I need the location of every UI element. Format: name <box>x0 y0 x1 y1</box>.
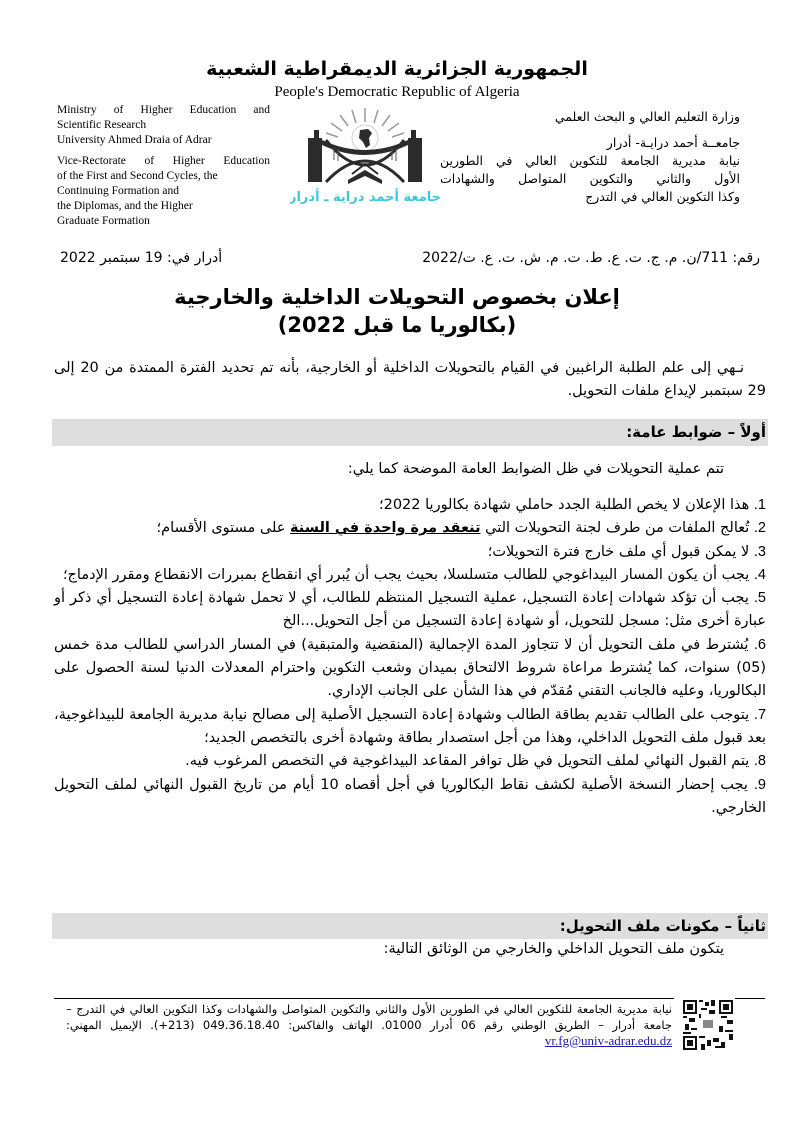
list-item: 3. لا يمكن قبول أي ملف خارج فترة التحويلات؛ <box>487 543 766 560</box>
list-item: 7. يتوجب على الطالب تقديم بطاقة الطالب وشهادة إعادة التسجيل الأصلية إلى مصالح نيابة مديرية الجامعة للبيداغوجية، بعد قبول ملف التحويل الداخلي، وهذا من أجل استصدار بطاقة وشهادة أخرى بالتخصص الجديد؛ <box>54 706 767 746</box>
title-line1: إعلان بخصوص التحويلات الداخلية والخارجية <box>174 285 620 309</box>
list-item: 8. يتم القبول النهائي لملف التحويل في ظل توافر المقاعد البيداغوجية في التخصص المرغوب فيه. <box>185 753 766 770</box>
university-logo <box>290 100 440 210</box>
vice-rectorate-en-line1: Vice-Rectorate of Higher Education <box>57 155 270 167</box>
title-line2: (بكالوريا ما قبل 2022) <box>277 313 517 337</box>
vice-rectorate-en-line2: of the First and Second Cycles, the <box>57 170 218 182</box>
reference-number: رقم: 711/ن. م. ج. ت. ع. ط. ت. م. ش. ت. ع. ت/2022 <box>422 250 760 266</box>
rules-list <box>54 494 766 820</box>
reference-line <box>60 250 760 266</box>
section2-lead: يتكون ملف التحويل الداخلي والخارجي من الوثائق التالية: <box>383 941 724 957</box>
vice-rectorate-ar-line3: وكذا التكوين العالي في التدرج <box>585 189 740 204</box>
intro-paragraph: نـهي إلى علم الطلبة الراغبين في القيام بالتحويلات الداخلية أو الخارجية، بأنه تم تحديد الفترة الممتدة من 20 إلى 29 سبتمبر لإيداع ملفات التحويل. <box>54 360 766 399</box>
list-item: 9. يجب إحضار النسخة الأصلية لكشف نقاط البكالوريا في أجل أقصاه 10 أيام من تاريخ القبول النهائي لملف التحويل الخارجي. <box>54 776 766 816</box>
list-item: 6. يُشترط في ملف التحويل أن لا تتجاوز المدة الإجمالية (المنقضية والمتبقية) في المسار الدراسي للطالب مدة خمس (05) سنوات، كما يُشترط مراعاة شروط الالتحاق بميدان وشعب التكوين واحترام المعدلات الدنيا لسنة الحصول على البكالوريا، وعليه فالجانب التقني مُقدّم في هذا الشأن على الجانب الإداري. <box>54 636 766 700</box>
header-english-block <box>57 103 270 229</box>
vice-rectorate-en-line4: the Diplomas, and the Higher <box>57 200 193 212</box>
university-ar: جامعــة أحمد درايـة- أدرار <box>606 135 740 150</box>
footer-address: نيابة مديرية الجامعة للتكوين العالي في الطورين الأول والثاني والتكوين المتواصل والشهادات وكذا التكوين العالي في التدرج – جامعة أدرار – الطريق الوطني رقم 06 أدرار 01000. الهاتف والفاكس: 049.36.18.40 (213+). الإيميل المهني: vr.fg@univ-adrar.edu.dz <box>66 1002 673 1048</box>
university-en: University Ahmed Draia of Adrar <box>57 134 212 146</box>
footer-divider <box>54 998 674 999</box>
qr-code-icon <box>683 1000 733 1050</box>
footer-divider-right <box>735 998 765 999</box>
section1-lead: تتم عملية التحويلات في ظل الضوابط العامة الموضحة كما يلي: <box>347 461 724 477</box>
list-item: 2. تُعالج الملفات من طرف لجنة التحويلات التي تنعقد مرة واحدة في السنة على مستوى الأقسام؛ <box>156 520 766 537</box>
republic-title-arabic: الجمهورية الجزائرية الديمقراطية الشعبية <box>206 58 588 80</box>
logo-caption: جامعة أحمد دراية ـ أدرار <box>290 190 440 205</box>
footer-email-link[interactable]: vr.fg@univ-adrar.edu.dz <box>544 1033 672 1048</box>
ministry-en-line2: Scientific Research <box>57 119 147 131</box>
ministry-en-line1: Ministry of Higher Education and <box>57 104 270 116</box>
list-item: 4. يجب أن يكون المسار البيداغوجي للطالب متسلسلا، بحيث يجب أن يُبرر أي انقطاع بمبررات الانقطاع ومقرر الإدماج؛ <box>62 566 766 583</box>
header-arabic-block <box>440 108 740 206</box>
section2-heading: ثانياً – مكونات ملف التحويل: <box>52 913 768 939</box>
announcement-title <box>0 283 794 339</box>
emphasis-once-a-year: تنعقد مرة واحدة في السنة <box>290 520 481 537</box>
document-date: أدرار في: 19 سبتمبر 2022 <box>60 250 223 266</box>
ministry-ar: وزارة التعليم العالي و البحث العلمي <box>554 109 740 124</box>
section1-heading: أولاً – ضوابط عامة: <box>52 419 768 446</box>
qr-code <box>683 1000 733 1050</box>
vice-rectorate-en-line5: Graduate Formation <box>57 215 150 227</box>
vice-rectorate-ar-line1: نيابة مديرية الجامعة للتكوين العالي في الطورين <box>440 153 740 168</box>
vice-rectorate-en-line3: Continuing Formation and <box>57 185 180 197</box>
vice-rectorate-ar-line2: الأول والثاني والتكوين المتواصل والشهادات <box>440 171 740 186</box>
university-logo-icon <box>290 100 440 210</box>
list-item: 1. هذا الإعلان لا يخص الطلبة الجدد حاملي شهادة بكالوريا 2022؛ <box>378 497 766 513</box>
republic-title-english: People's Democratic Republic of Algeria <box>274 84 520 100</box>
list-item: 5. يجب أن تؤكد شهادات إعادة التسجيل، عملية التسجيل المنتظم للطالب، أي لا تحمل شهادة إعادة التسجيل أي ذكر أو عبارة أخرى مثل: مسجل للتحويل، أو شهادة إعادة التسجيل من أجل التحويل...الخ <box>54 590 766 630</box>
